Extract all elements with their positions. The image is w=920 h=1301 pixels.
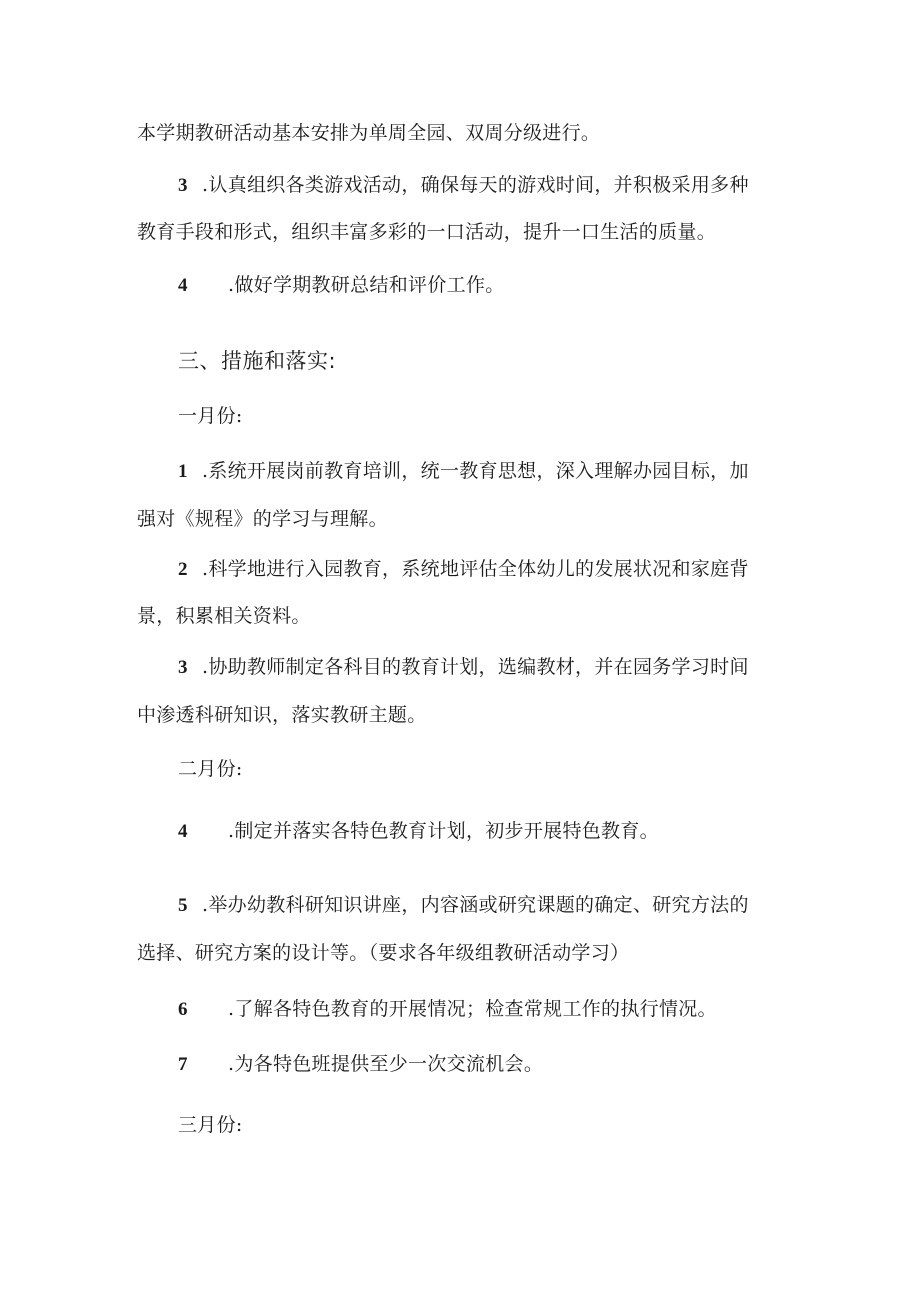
item-text: .系统开展岗前教育培训，统一教育思想，深入理解办园目标，加	[202, 460, 749, 482]
month-label: 一月份:	[178, 405, 243, 427]
list-item	[178, 458, 749, 485]
item-text: .科学地进行入园教育，系统地评估全体幼儿的发展状况和家庭背	[202, 558, 749, 580]
item-number: 5	[178, 895, 188, 916]
item-text: .举办幼教科研知识讲座，内容涵或研究课题的确定、研究方法的	[202, 894, 749, 916]
list-item	[178, 654, 749, 681]
item-text-continuation: 教育手段和形式，组织丰富多彩的一口活动，提升一口生活的质量。	[137, 221, 717, 243]
list-item	[178, 556, 749, 583]
item-number: 3	[178, 657, 188, 678]
month-label: 二月份:	[178, 758, 243, 780]
item-number: 4	[178, 821, 188, 842]
section-heading: 三、措施和落实:	[178, 349, 337, 373]
list-item	[178, 1051, 543, 1078]
intro-line: 本学期教研活动基本安排为单周全园、双周分级进行。	[137, 122, 601, 144]
item-number: 3	[178, 175, 188, 196]
list-item	[178, 272, 505, 299]
item-text: .为各特色班提供至少一次交流机会。	[228, 1053, 544, 1075]
list-item	[178, 892, 749, 919]
item-text: .制定并落实各特色教育计划，初步开展特色教育。	[228, 820, 659, 842]
item-number: 4	[178, 275, 188, 296]
item-number: 7	[178, 1054, 188, 1075]
item-text-continuation: 中渗透科研知识，落实教研主题。	[137, 704, 427, 726]
item-number: 6	[178, 999, 188, 1020]
item-text-continuation: 景，积累相关资料。	[137, 605, 311, 627]
list-item	[178, 818, 659, 845]
month-label: 三月份:	[178, 1114, 243, 1136]
item-number: 2	[178, 559, 188, 580]
item-text-continuation: 强对《规程》的学习与理解。	[137, 508, 388, 530]
item-number: 1	[178, 461, 188, 482]
list-item	[178, 996, 717, 1023]
item-text-continuation: 选择、研究方案的设计等。（要求各年级组教研活动学习）	[137, 942, 630, 964]
item-text: .协助教师制定各科目的教育计划，选编教材，并在园务学习时间	[202, 656, 749, 678]
item-text: .做好学期教研总结和评价工作。	[228, 274, 505, 296]
item-text: .了解各特色教育的开展情况；检查常规工作的执行情况。	[228, 998, 717, 1020]
list-item	[178, 172, 749, 199]
item-text: .认真组织各类游戏活动，确保每天的游戏时间，并积极采用多种	[202, 174, 749, 196]
